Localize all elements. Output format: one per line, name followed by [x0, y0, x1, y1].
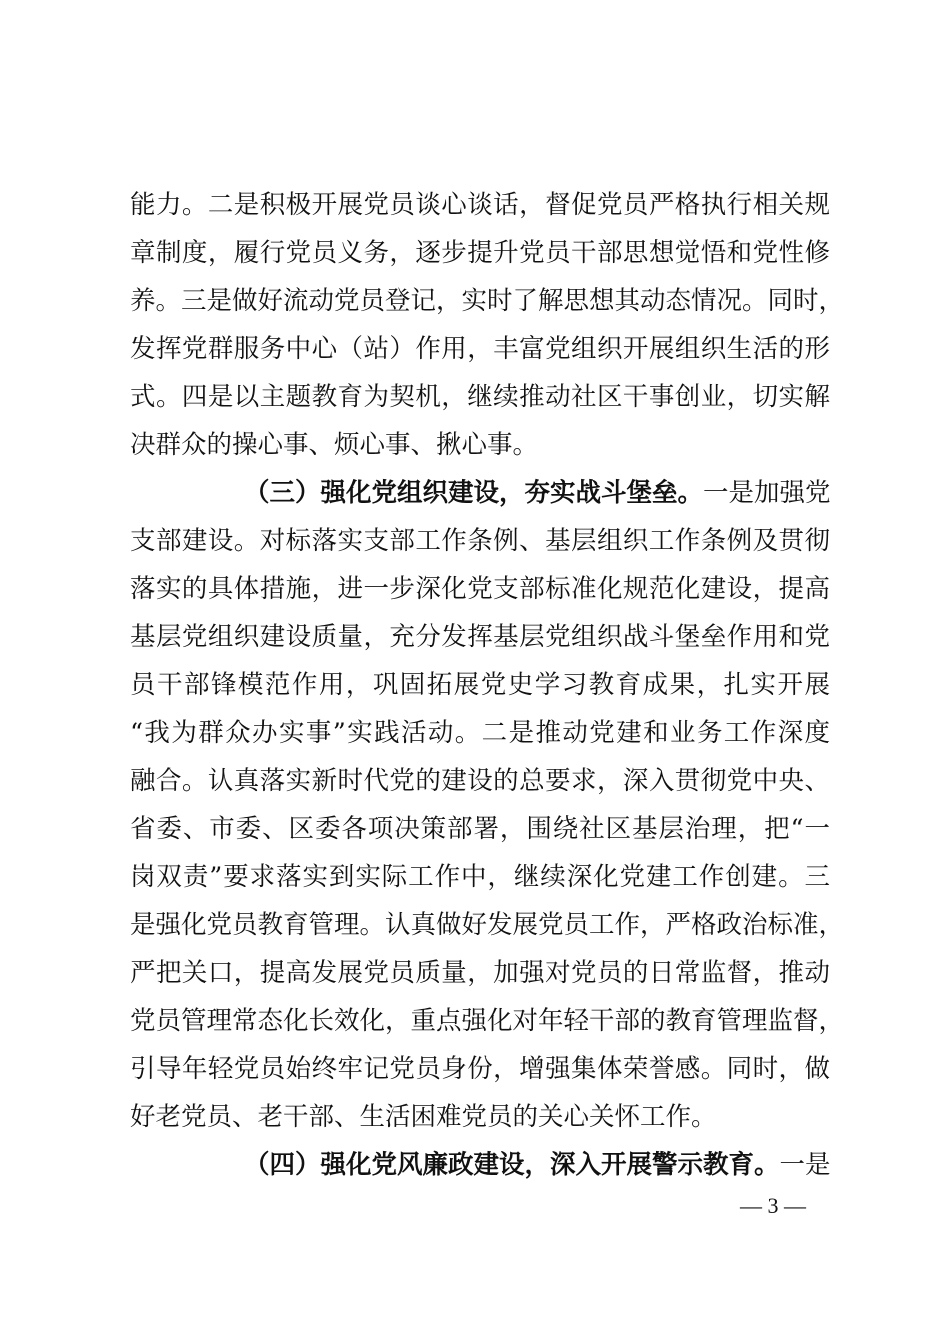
section-4-heading: （四）强化党风廉政建设，深入开展警示教育。 [244, 1150, 780, 1180]
paragraph-line: 养。三是做好流动党员登记，实时了解思想其动态情况。同时， [130, 286, 845, 316]
paragraph-line: 省委、市委、区委各项决策部署，围绕社区基层治理，把“一 [130, 814, 830, 844]
paragraph-line: 好老党员、老干部、生活困难党员的关心关怀工作。 [130, 1102, 717, 1132]
section-3-line-rest: 一是加强党 [703, 478, 831, 508]
paragraph-line: 引导年轻党员始终牢记党员身份，增强集体荣誉感。同时，做 [130, 1054, 830, 1084]
paragraph-line: 是强化党员教育管理。认真做好发展党员工作，严格政治标准， [130, 910, 845, 940]
paragraph-line: “我为群众办实事”实践活动。二是推动党建和业务工作深度 [130, 718, 830, 748]
paragraph-line: 融合。认真落实新时代党的建设的总要求，深入贯彻党中央、 [130, 766, 830, 796]
paragraph-line: 严把关口，提高发展党员质量，加强对党员的日常监督，推动 [130, 958, 830, 988]
paragraph-line: 支部建设。对标落实支部工作条例、基层组织工作条例及贯彻 [130, 526, 830, 556]
paragraph-line: 章制度，履行党员义务，逐步提升党员干部思想觉悟和党性修 [130, 238, 830, 268]
section-3-first-line [244, 473, 830, 513]
paragraph-line: 基层党组织建设质量，充分发挥基层党组织战斗堡垒作用和党 [130, 622, 830, 652]
paragraph-line: 决群众的操心事、烦心事、揪心事。 [130, 430, 539, 460]
paragraph-line: 式。四是以主题教育为契机，继续推动社区干事创业，切实解 [130, 382, 830, 412]
section-4-line-rest: 一是 [779, 1150, 831, 1180]
page-number: — 3 — [740, 1193, 806, 1218]
paragraph-line: 发挥党群服务中心（站）作用，丰富党组织开展组织生活的形 [130, 334, 830, 364]
section-4-first-line [244, 1145, 830, 1185]
section-3-heading: （三）强化党组织建设，夯实战斗堡垒。 [244, 478, 704, 508]
paragraph-line: 落实的具体措施，进一步深化党支部标准化规范化建设，提高 [130, 574, 830, 604]
paragraph-line: 能力。二是积极开展党员谈心谈话，督促党员严格执行相关规 [130, 190, 830, 220]
paragraph-line: 党员管理常态化长效化，重点强化对年轻干部的教育管理监督， [130, 1006, 845, 1036]
paragraph-line: 岗双责”要求落实到实际工作中，继续深化党建工作创建。三 [130, 862, 830, 892]
paragraph-line: 员干部锋模范作用，巩固拓展党史学习教育成果，扎实开展 [130, 670, 830, 700]
